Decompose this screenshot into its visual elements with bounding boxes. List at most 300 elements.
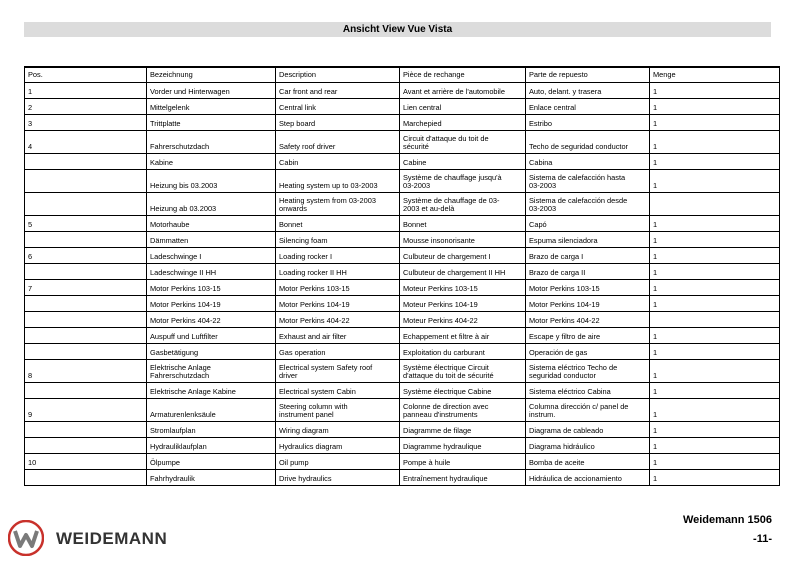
parte-cell-text: Capó [529, 219, 547, 229]
page-title: Ansicht View Vue Vista [24, 22, 771, 37]
parte-cell [526, 453, 650, 469]
pos-cell [25, 247, 147, 263]
bezeichnung-cell-text: Motor Perkins 404-22 [150, 315, 221, 325]
menge-cell-text: 1 [653, 141, 658, 151]
bezeichnung-cell [147, 153, 276, 169]
table-row [25, 311, 780, 327]
piece-cell [400, 295, 526, 311]
description-cell [276, 279, 400, 295]
table-row [25, 382, 780, 398]
piece-cell-text: Pompe à huile [403, 457, 451, 467]
description-cell [276, 98, 400, 114]
piece-cell [400, 169, 526, 192]
menge-cell [650, 130, 780, 153]
pos-cell [25, 169, 147, 192]
bezeichnung-cell [147, 98, 276, 114]
menge-cell-text: 1 [653, 457, 658, 467]
table-row [25, 359, 780, 382]
piece-cell [400, 421, 526, 437]
pos-cell [25, 311, 147, 327]
bezeichnung-cell-text: Mittelgelenk [150, 102, 190, 112]
parte-cell [526, 247, 650, 263]
table-row [25, 398, 780, 421]
piece-cell [400, 98, 526, 114]
table-row [25, 295, 780, 311]
piece-cell [400, 398, 526, 421]
piece-cell-text: Circuit d'attaque du toit de sécurité [403, 133, 489, 151]
description-cell-text: Gas operation [279, 347, 326, 357]
bezeichnung-cell-text: Motor Perkins 104-19 [150, 299, 221, 309]
piece-cell [400, 279, 526, 295]
parte-cell [526, 343, 650, 359]
pos-cell-text: 3 [28, 118, 33, 128]
menge-cell-text: 1 [653, 386, 658, 396]
description-cell-text: Motor Perkins 104-19 [279, 299, 350, 309]
parte-cell [526, 215, 650, 231]
pos-cell [25, 192, 147, 215]
pos-cell [25, 359, 147, 382]
piece-cell [400, 114, 526, 130]
parte-cell-text: Sistema de calefacción desde 03-2003 [529, 195, 628, 213]
menge-cell [650, 263, 780, 279]
pos-cell [25, 130, 147, 153]
piece-cell [400, 382, 526, 398]
bezeichnung-cell [147, 343, 276, 359]
bezeichnung-cell-text: Kabine [150, 157, 174, 167]
parte-cell-text: Sistema eléctrico Cabina [529, 386, 611, 396]
piece-cell [400, 437, 526, 453]
description-cell-text: Safety roof driver [279, 141, 336, 151]
pos-cell [25, 295, 147, 311]
bezeichnung-cell-text: Hydrauliklaufplan [150, 441, 207, 451]
parte-cell-text: Cabina [529, 157, 553, 167]
table-body [25, 82, 780, 485]
description-cell-text: Cabin [279, 157, 299, 167]
pos-cell [25, 98, 147, 114]
menge-cell-text: 1 [653, 180, 658, 190]
parte-cell-text: Motor Perkins 104-19 [529, 299, 600, 309]
description-cell [276, 215, 400, 231]
parte-cell-text: Brazo de carga II [529, 267, 586, 277]
menge-cell-text: 1 [653, 425, 658, 435]
description-cell [276, 453, 400, 469]
description-cell-text: Exhaust and air filter [279, 331, 347, 341]
piece-cell-text: Moteur Perkins 104-19 [403, 299, 478, 309]
description-cell-text: Silencing foam [279, 235, 328, 245]
table-row [25, 82, 780, 98]
table-row [25, 231, 780, 247]
parte-cell-text: Estribo [529, 118, 553, 128]
menge-cell-text: 1 [653, 299, 658, 309]
piece-cell [400, 215, 526, 231]
parte-cell-text: Enlace central [529, 102, 576, 112]
table-row [25, 192, 780, 215]
piece-cell-text: Système de chauffage de 03- 2003 et au-delà [403, 195, 500, 213]
pos-cell [25, 263, 147, 279]
menge-cell [650, 192, 780, 215]
menge-cell-text: 1 [653, 331, 658, 341]
menge-cell-text: 1 [653, 235, 658, 245]
menge-cell [650, 421, 780, 437]
menge-cell [650, 343, 780, 359]
weidemann-logo-icon [8, 520, 44, 556]
menge-cell [650, 215, 780, 231]
bezeichnung-cell-text: Vorder und Hinterwagen [150, 86, 230, 96]
bezeichnung-cell [147, 437, 276, 453]
bezeichnung-cell-text: Heizung ab 03.2003 [150, 203, 217, 213]
pos-cell [25, 398, 147, 421]
description-cell-text: Central link [279, 102, 316, 112]
menge-cell-text: 1 [653, 409, 658, 419]
parte-cell-text: Operación de gas [529, 347, 588, 357]
model-name: Weidemann 1506 [682, 514, 772, 526]
menge-cell-text: 1 [653, 251, 658, 261]
piece-cell [400, 153, 526, 169]
parte-cell [526, 279, 650, 295]
bezeichnung-cell-text: Auspuff und Luftfilter [150, 331, 218, 341]
pos-cell-text: 7 [28, 283, 33, 293]
menge-cell [650, 453, 780, 469]
description-cell-text: Car front and rear [279, 86, 338, 96]
piece-cell [400, 130, 526, 153]
table-row [25, 437, 780, 453]
table-header-row [25, 67, 780, 82]
bezeichnung-cell [147, 169, 276, 192]
description-cell [276, 421, 400, 437]
bezeichnung-cell-text: Fahrhydraulik [150, 473, 195, 483]
description-cell-text: Heating system up to 03-2003 [279, 180, 378, 190]
parte-cell-text: Motor Perkins 404-22 [529, 315, 600, 325]
parte-cell [526, 421, 650, 437]
menge-cell [650, 398, 780, 421]
description-cell [276, 114, 400, 130]
menge-cell [650, 279, 780, 295]
bezeichnung-cell [147, 231, 276, 247]
logo-w-mark [15, 531, 37, 546]
menge-cell [650, 231, 780, 247]
bezeichnung-cell-text: Stromlaufplan [150, 425, 196, 435]
piece-cell [400, 327, 526, 343]
parte-cell-text: Sistema eléctrico Techo de seguridad conductor [529, 362, 618, 380]
piece-cell-text: Diagramme hydraulique [403, 441, 482, 451]
description-cell [276, 82, 400, 98]
description-cell [276, 437, 400, 453]
table-row [25, 98, 780, 114]
pos-cell [25, 153, 147, 169]
bezeichnung-cell [147, 114, 276, 130]
bezeichnung-cell-text: Ölpumpe [150, 457, 180, 467]
parte-cell-text: Hidráulica de accionamiento [529, 473, 622, 483]
col-header-description: Description [276, 67, 400, 82]
bezeichnung-cell-text: Motorhaube [150, 219, 190, 229]
bezeichnung-cell-text: Armaturenlenksäule [150, 409, 216, 419]
menge-cell-text: 1 [653, 283, 658, 293]
pos-cell-text: 1 [28, 86, 33, 96]
col-header-parte: Parte de repuesto [526, 67, 650, 82]
piece-cell [400, 359, 526, 382]
menge-cell [650, 114, 780, 130]
bezeichnung-cell [147, 453, 276, 469]
bezeichnung-cell [147, 382, 276, 398]
pos-cell [25, 382, 147, 398]
table-row [25, 169, 780, 192]
pos-cell-text: 8 [28, 370, 33, 380]
parte-cell [526, 398, 650, 421]
pos-cell [25, 469, 147, 485]
menge-cell-text: 1 [653, 157, 658, 167]
description-cell-text: Drive hydraulics [279, 473, 332, 483]
description-cell [276, 359, 400, 382]
piece-cell-text: Système électrique Cabine [403, 386, 492, 396]
parte-cell [526, 153, 650, 169]
pos-cell-text: 5 [28, 219, 33, 229]
menge-cell [650, 359, 780, 382]
parte-cell [526, 114, 650, 130]
table-row [25, 247, 780, 263]
parte-cell-text: Motor Perkins 103-15 [529, 283, 600, 293]
piece-cell-text: Moteur Perkins 103-15 [403, 283, 478, 293]
table-row [25, 215, 780, 231]
pos-cell [25, 279, 147, 295]
bezeichnung-cell [147, 192, 276, 215]
piece-cell [400, 231, 526, 247]
parte-cell-text: Techo de seguridad conductor [529, 141, 629, 151]
bezeichnung-cell-text: Ladeschwinge II HH [150, 267, 217, 277]
piece-cell [400, 192, 526, 215]
bezeichnung-cell [147, 82, 276, 98]
bezeichnung-cell [147, 247, 276, 263]
piece-cell-text: Avant et arrière de l'automobile [403, 86, 505, 96]
table-row [25, 343, 780, 359]
piece-cell [400, 263, 526, 279]
piece-cell [400, 469, 526, 485]
pos-cell [25, 114, 147, 130]
piece-cell-text: Moteur Perkins 404-22 [403, 315, 478, 325]
table-row [25, 263, 780, 279]
piece-cell [400, 311, 526, 327]
table-row [25, 130, 780, 153]
menge-cell [650, 382, 780, 398]
menge-cell-text: 1 [653, 219, 658, 229]
parte-cell [526, 231, 650, 247]
menge-cell [650, 469, 780, 485]
parte-cell [526, 295, 650, 311]
menge-cell [650, 327, 780, 343]
parte-cell-text: Diagrama de cableado [529, 425, 604, 435]
description-cell [276, 327, 400, 343]
parte-cell [526, 327, 650, 343]
description-cell-text: Loading rocker I [279, 251, 332, 261]
description-cell-text: Loading rocker II HH [279, 267, 347, 277]
bezeichnung-cell-text: Elektrische Anlage Kabine [150, 386, 236, 396]
menge-cell [650, 153, 780, 169]
bezeichnung-cell-text: Dämmatten [150, 235, 189, 245]
description-cell [276, 469, 400, 485]
menge-cell-text: 1 [653, 267, 658, 277]
parte-cell-text: Brazo de carga I [529, 251, 584, 261]
piece-cell-text: Mousse insonorisante [403, 235, 475, 245]
piece-cell [400, 343, 526, 359]
table-row [25, 453, 780, 469]
bezeichnung-cell-text: Trittplatte [150, 118, 181, 128]
menge-cell-text: 1 [653, 102, 658, 112]
bezeichnung-cell [147, 469, 276, 485]
pos-cell-text: 6 [28, 251, 33, 261]
bezeichnung-cell-text: Elektrische Anlage Fahrerschutzdach [150, 362, 211, 380]
pos-cell [25, 215, 147, 231]
menge-cell-text: 1 [653, 118, 658, 128]
table-row [25, 114, 780, 130]
parte-cell [526, 437, 650, 453]
bezeichnung-cell [147, 263, 276, 279]
parte-cell [526, 263, 650, 279]
table-row [25, 279, 780, 295]
bezeichnung-cell [147, 279, 276, 295]
bezeichnung-cell [147, 130, 276, 153]
pos-cell [25, 437, 147, 453]
piece-cell-text: Marchepied [403, 118, 442, 128]
description-cell-text: Step board [279, 118, 316, 128]
piece-cell [400, 453, 526, 469]
parte-cell-text: Espuma silenciadora [529, 235, 598, 245]
menge-cell [650, 98, 780, 114]
description-cell [276, 311, 400, 327]
piece-cell [400, 247, 526, 263]
piece-cell-text: Echappement et filtre à air [403, 331, 490, 341]
parte-cell-text: Columna dirección c/ panel de instrum. [529, 401, 629, 419]
pos-cell-text: 9 [28, 409, 33, 419]
menge-cell [650, 247, 780, 263]
col-header-pos: Pos. [25, 67, 147, 82]
pos-cell-text: 2 [28, 102, 33, 112]
piece-cell-text: Système de chauffage jusqu'à 03-2003 [403, 172, 502, 190]
pos-cell-text: 4 [28, 141, 33, 151]
description-cell [276, 295, 400, 311]
pos-cell-text [28, 483, 143, 485]
description-cell [276, 263, 400, 279]
menge-cell [650, 437, 780, 453]
bezeichnung-cell [147, 215, 276, 231]
parts-table [24, 66, 780, 486]
description-cell-text: Motor Perkins 103-15 [279, 283, 350, 293]
pos-cell [25, 82, 147, 98]
col-header-piece: Pièce de rechange [400, 67, 526, 82]
menge-cell-text: 1 [653, 441, 658, 451]
parte-cell [526, 469, 650, 485]
description-cell [276, 153, 400, 169]
description-cell-text: Steering column with instrument panel [279, 401, 348, 419]
brand-name: WEIDEMANN [56, 529, 168, 548]
piece-cell-text: Entraînement hydraulique [403, 473, 488, 483]
parte-cell [526, 382, 650, 398]
description-cell-text: Motor Perkins 404-22 [279, 315, 350, 325]
piece-cell-text: Lien central [403, 102, 442, 112]
description-cell-text: Hydraulics diagram [279, 441, 343, 451]
bezeichnung-cell [147, 295, 276, 311]
menge-cell-text: 1 [653, 473, 658, 483]
parte-cell [526, 130, 650, 153]
parte-cell [526, 82, 650, 98]
parte-cell-text: Auto, delant. y trasera [529, 86, 602, 96]
table-row [25, 327, 780, 343]
description-cell-text: Oil pump [279, 457, 309, 467]
menge-cell-text: 1 [653, 347, 658, 357]
description-cell-text: Heating system from 03-2003 onwards [279, 195, 376, 213]
description-cell [276, 398, 400, 421]
description-cell [276, 343, 400, 359]
pos-cell [25, 327, 147, 343]
bezeichnung-cell [147, 421, 276, 437]
piece-cell-text: Cabine [403, 157, 427, 167]
piece-cell-text: Diagramme de filage [403, 425, 472, 435]
parte-cell [526, 98, 650, 114]
parte-cell-text: Diagrama hidráulico [529, 441, 595, 451]
menge-cell [650, 82, 780, 98]
bezeichnung-cell [147, 311, 276, 327]
parte-cell-text: Sistema de calefacción hasta 03-2003 [529, 172, 626, 190]
page-number: -11- [753, 533, 772, 545]
parte-cell [526, 311, 650, 327]
menge-cell [650, 311, 780, 327]
description-cell [276, 247, 400, 263]
description-cell [276, 231, 400, 247]
bezeichnung-cell-text: Gasbetätigung [150, 347, 199, 357]
bezeichnung-cell-text: Motor Perkins 103-15 [150, 283, 221, 293]
parte-cell [526, 359, 650, 382]
bezeichnung-cell-text: Heizung bis 03.2003 [150, 180, 218, 190]
piece-cell-text: Culbuteur de chargement II HH [403, 267, 506, 277]
menge-cell-text: 1 [653, 370, 658, 380]
col-header-menge: Menge [650, 67, 780, 82]
piece-cell-text: Colonne de direction avec panneau d'instruments [403, 401, 489, 419]
pos-cell-text: 10 [28, 457, 37, 467]
description-cell-text: Bonnet [279, 219, 303, 229]
bezeichnung-cell [147, 398, 276, 421]
bezeichnung-cell-text: Ladeschwinge I [150, 251, 202, 261]
bezeichnung-cell [147, 327, 276, 343]
parte-cell-text: Bomba de aceite [529, 457, 585, 467]
table-row [25, 469, 780, 485]
piece-cell-text: Culbuteur de chargement I [403, 251, 491, 261]
description-cell-text: Wiring diagram [279, 425, 329, 435]
description-cell [276, 382, 400, 398]
table-row [25, 153, 780, 169]
menge-cell [650, 295, 780, 311]
menge-cell-text: 1 [653, 86, 658, 96]
description-cell-text: Electrical system Cabin [279, 386, 356, 396]
menge-cell [650, 169, 780, 192]
parte-cell-text: Escape y filtro de aire [529, 331, 601, 341]
piece-cell [400, 82, 526, 98]
bezeichnung-cell [147, 359, 276, 382]
description-cell [276, 130, 400, 153]
piece-cell-text: Exploitation du carburant [403, 347, 485, 357]
bezeichnung-cell-text: Fahrerschutzdach [150, 141, 210, 151]
pos-cell [25, 343, 147, 359]
parte-cell [526, 169, 650, 192]
pos-cell [25, 453, 147, 469]
piece-cell-text: Système électrique Circuit d'attaque du toit de sécurité [403, 362, 494, 380]
parte-cell [526, 192, 650, 215]
description-cell [276, 192, 400, 215]
pos-cell [25, 421, 147, 437]
col-header-bezeichnung: Bezeichnung [147, 67, 276, 82]
table-row [25, 421, 780, 437]
description-cell [276, 169, 400, 192]
pos-cell [25, 231, 147, 247]
description-cell-text: Electrical system Safety roof driver [279, 362, 373, 380]
piece-cell-text: Bonnet [403, 219, 427, 229]
